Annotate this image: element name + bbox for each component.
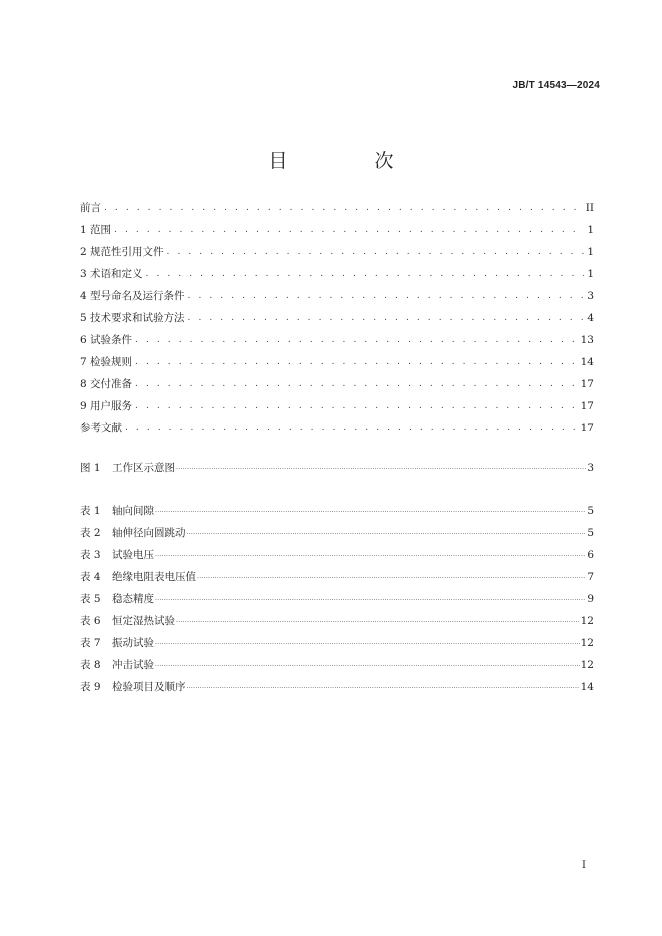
table-number: 表 7 [80, 637, 101, 649]
table-entry[interactable] [80, 635, 594, 651]
toc-entry-model-naming[interactable] [80, 288, 594, 304]
table-entry[interactable] [80, 591, 594, 607]
table-number: 表 4 [80, 571, 101, 583]
table-number: 表 3 [80, 549, 101, 561]
toc-entry-label: 5 技术要求和试验方法 [80, 312, 185, 324]
table-title: 稳态精度 [112, 593, 154, 605]
dot-leader [188, 288, 585, 304]
page-title: 目 次 [268, 150, 428, 172]
table-entry-page: 5 [587, 505, 594, 517]
page-number: I [582, 860, 586, 871]
table-number: 表 1 [80, 505, 101, 517]
toc-entry-label: 6 试验条件 [80, 334, 133, 346]
table-title: 振动试验 [112, 637, 154, 649]
table-entry-label [80, 613, 175, 629]
table-entry-page: 5 [587, 527, 594, 539]
toc-entry-delivery[interactable] [80, 376, 594, 392]
table-entry-page: 9 [587, 593, 594, 605]
dot-leader [176, 460, 586, 476]
table-entry-label [80, 591, 154, 607]
toc-entry-foreword[interactable] [80, 200, 594, 216]
table-title: 试验电压 [112, 549, 154, 561]
standard-number: JB/T 14543—2024 [512, 80, 600, 91]
table-title: 轴伸径向圆跳动 [112, 527, 186, 539]
toc-entry-page: 4 [587, 312, 594, 324]
table-number: 表 5 [80, 593, 101, 605]
toc-entry-page: 1 [587, 268, 594, 280]
toc-entry-page: 1 [587, 224, 594, 236]
table-entry[interactable] [80, 613, 594, 629]
table-title: 轴向间隙 [112, 505, 154, 517]
table-entry-page: 6 [587, 549, 594, 561]
table-entry[interactable] [80, 525, 594, 541]
dot-leader [135, 376, 578, 392]
table-title: 绝缘电阻表电压值 [112, 571, 196, 583]
figure-entry-page: 3 [587, 462, 594, 474]
toc-entry-technical-requirements[interactable] [80, 310, 594, 326]
table-entry-label [80, 525, 186, 541]
toc-entry-page: 17 [580, 400, 594, 412]
table-entry-label [80, 503, 154, 519]
toc-entry-label: 1 范围 [80, 224, 112, 236]
toc-entry-page: 13 [580, 334, 594, 346]
table-title: 冲击试验 [112, 659, 154, 671]
table-entry-label [80, 569, 196, 585]
table-entry[interactable] [80, 569, 594, 585]
dot-leader [187, 525, 587, 541]
toc-entry-page: II [585, 202, 594, 214]
toc-entry-page: 17 [580, 378, 594, 390]
figure-title: 工作区示意图 [112, 462, 175, 474]
toc-entry-page: 1 [587, 246, 594, 258]
toc-entry-label: 参考文献 [80, 422, 122, 434]
table-title: 恒定湿热试验 [112, 615, 175, 627]
table-title: 检验项目及顺序 [112, 681, 186, 693]
table-number: 表 2 [80, 527, 101, 539]
toc-entry-normative-references[interactable] [80, 244, 594, 260]
table-entry[interactable] [80, 547, 594, 563]
dot-leader [188, 310, 585, 326]
table-entry-page: 12 [580, 637, 594, 649]
toc-entry-scope[interactable] [80, 222, 594, 238]
dot-leader [155, 547, 586, 563]
figure-number: 图 1 [80, 462, 101, 474]
toc-entry-test-conditions[interactable] [80, 332, 594, 348]
toc-entry-page: 14 [580, 356, 594, 368]
dot-leader [135, 332, 578, 348]
toc-entry-terms[interactable] [80, 266, 594, 282]
toc-entry-label: 7 检验规则 [80, 356, 133, 368]
dot-leader [155, 635, 580, 651]
dot-leader [155, 503, 586, 519]
table-entry[interactable] [80, 679, 594, 695]
table-entry-label [80, 635, 154, 651]
figure-entry[interactable] [80, 460, 594, 476]
dot-leader [167, 244, 585, 260]
toc-entry-label: 9 用户服务 [80, 400, 133, 412]
table-entry-page: 14 [580, 681, 594, 693]
figure-entry-label [80, 460, 175, 476]
toc-entry-bibliography[interactable] [80, 420, 594, 436]
table-number: 表 9 [80, 681, 101, 693]
toc-entry-label: 8 交付准备 [80, 378, 133, 390]
dot-leader [155, 591, 586, 607]
table-entry[interactable] [80, 503, 594, 519]
toc-entry-label: 前言 [80, 202, 101, 214]
dot-leader [135, 398, 578, 414]
dot-leader [197, 569, 586, 585]
toc-entry-user-service[interactable] [80, 398, 594, 414]
dot-leader [104, 200, 583, 216]
dot-leader [176, 613, 580, 629]
dot-leader [125, 420, 578, 436]
table-entry-label [80, 547, 154, 563]
toc-entry-label: 2 规范性引用文件 [80, 246, 164, 258]
dot-leader [135, 354, 578, 370]
table-number: 表 8 [80, 659, 101, 671]
toc-entry-page: 17 [580, 422, 594, 434]
toc-entry-inspection-rules[interactable] [80, 354, 594, 370]
dot-leader [114, 222, 584, 238]
toc-entry-page: 3 [587, 290, 594, 302]
toc-entry-label: 3 术语和定义 [80, 268, 143, 280]
table-entry-label [80, 679, 186, 695]
dot-leader [155, 657, 580, 673]
table-entry-page: 12 [580, 615, 594, 627]
table-entry-page: 12 [580, 659, 594, 671]
table-entry-page: 7 [587, 571, 594, 583]
dot-leader [146, 266, 585, 282]
toc-entry-label: 4 型号命名及运行条件 [80, 290, 185, 302]
table-number: 表 6 [80, 615, 101, 627]
table-entry-label [80, 657, 154, 673]
dot-leader [187, 679, 580, 695]
table-entry[interactable] [80, 657, 594, 673]
